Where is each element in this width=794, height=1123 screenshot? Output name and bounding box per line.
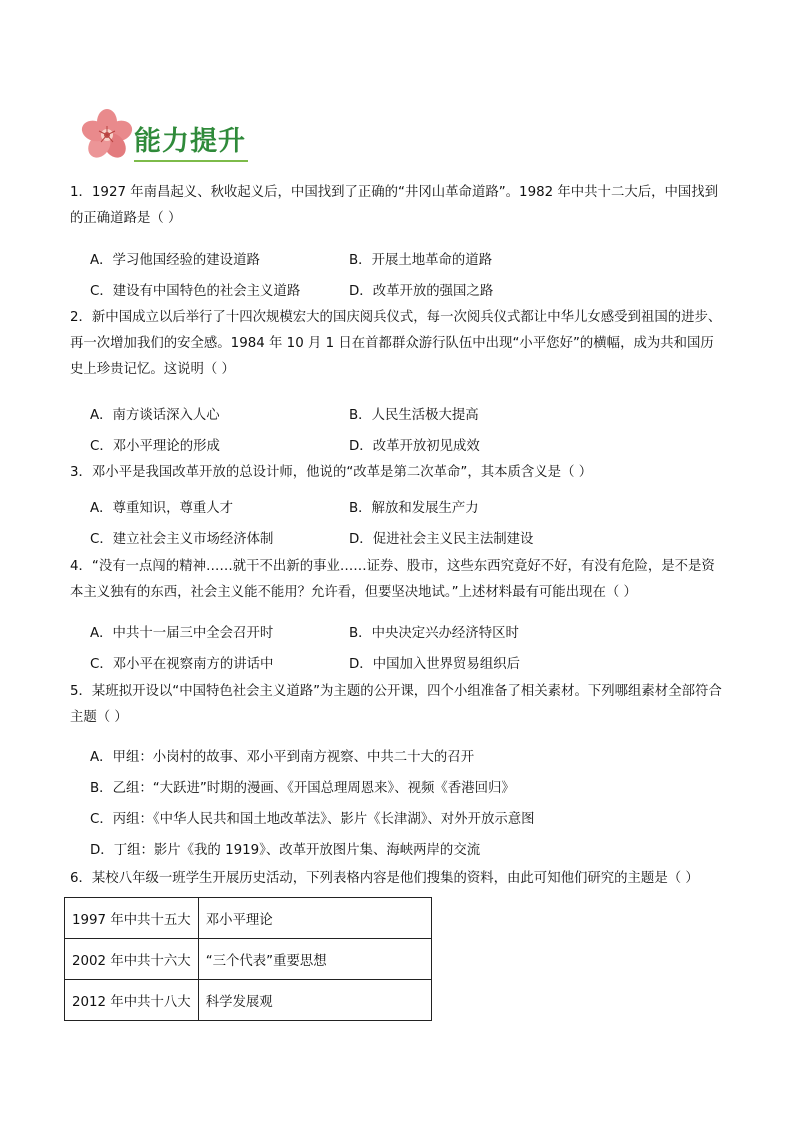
question-stem: 1．1927 年南昌起义、秋收起义后，中国找到了正确的“井冈山革命道路”。1982 年中共十二大后，中国找到的正确道路是（ ）: [70, 185, 719, 226]
option-c[interactable]: C．建设有中国特色的社会主义道路: [90, 284, 301, 299]
table-row: [65, 980, 432, 1021]
option-d[interactable]: D．中国加入世界贸易组织后: [349, 657, 520, 672]
question-3: [70, 460, 724, 486]
option-a[interactable]: A．学习他国经验的建设道路: [90, 253, 260, 268]
question-2: [70, 305, 724, 383]
table-cell-year: 2012 年中共十八大: [65, 980, 199, 1021]
question-4: [70, 554, 724, 606]
table-cell-year: 2002 年中共十六大: [65, 939, 199, 980]
material-table: [64, 897, 432, 1021]
option-a[interactable]: A．尊重知识，尊重人才: [90, 501, 234, 516]
option-a[interactable]: A．南方谈话深入人心: [90, 408, 220, 423]
question-6: [70, 866, 724, 892]
option-a[interactable]: A．中共十一届三中全会召开时: [90, 626, 274, 641]
question-stem: 4．“没有一点闯的精神……就干不出新的事业……证券、股市，这些东西究竟好不好，有没有危险，是不是资本主义独有的东西，社会主义能不能用？允许看，但要坚决地试。”上述材料最有可能出现在（ ）: [70, 559, 715, 600]
option-d[interactable]: D．改革开放初见成效: [349, 439, 480, 454]
option-c[interactable]: C．丙组：《中华人民共和国土地改革法》、影片《长津湖》、对外开放示意图: [90, 812, 535, 827]
option-b[interactable]: B．人民生活极大提高: [349, 408, 479, 423]
option-d[interactable]: D．改革开放的强国之路: [349, 284, 494, 299]
table-cell-theory: 邓小平理论: [198, 898, 431, 939]
table-cell-year: 1997 年中共十五大: [65, 898, 199, 939]
table-row: [65, 898, 432, 939]
table-cell-theory: “三个代表”重要思想: [198, 939, 431, 980]
option-b[interactable]: B．解放和发展生产力: [349, 501, 479, 516]
option-d[interactable]: D．促进社会主义民主法制建设: [349, 532, 534, 547]
option-c[interactable]: C．邓小平理论的形成: [90, 439, 220, 454]
table-cell-theory: 科学发展观: [198, 980, 431, 1021]
question-5: [70, 679, 724, 731]
option-b[interactable]: B．开展土地革命的道路: [349, 253, 493, 268]
plum-blossom-icon: [78, 106, 136, 164]
question-stem: 6．某校八年级一班学生开展历史活动，下列表格内容是他们搜集的资料，由此可知他们研究的主题是（ ）: [70, 871, 699, 886]
option-c[interactable]: C．邓小平在视察南方的讲话中: [90, 657, 274, 672]
question-stem: 2．新中国成立以后举行了十四次规模宏大的国庆阅兵仪式，每一次阅兵仪式都让中华儿女感受到祖国的进步、再一次增加我们的安全感。1984 年 10 月 1 日在首都群众游行队伍中出现“小平您好”的横幅，成为共和国历史上珍贵记忆。这说明（ ）: [70, 310, 722, 377]
option-b[interactable]: B．中央决定兴办经济特区时: [349, 626, 519, 641]
question-stem: 3．邓小平是我国改革开放的总设计师，他说的“改革是第二次革命”，其本质含义是（ ）: [70, 465, 593, 480]
question-stem: 5．某班拟开设以“中国特色社会主义道路”为主题的公开课，四个小组准备了相关素材。下列哪组素材全部符合主题（ ）: [70, 684, 722, 725]
option-a[interactable]: A．甲组：小岗村的故事、邓小平到南方视察、中共二十大的召开: [90, 750, 475, 765]
section-title: 能力提升: [134, 119, 246, 158]
option-d[interactable]: D．丁组：影片《我的 1919》、改革开放图片集、海峡两岸的交流: [90, 843, 481, 858]
table-row: [65, 939, 432, 980]
option-c[interactable]: C．建立社会主义市场经济体制: [90, 532, 274, 547]
option-b[interactable]: B．乙组：“大跃进”时期的漫画、《开国总理周恩来》、视频《香港回归》: [90, 781, 515, 796]
question-1: [70, 180, 724, 232]
